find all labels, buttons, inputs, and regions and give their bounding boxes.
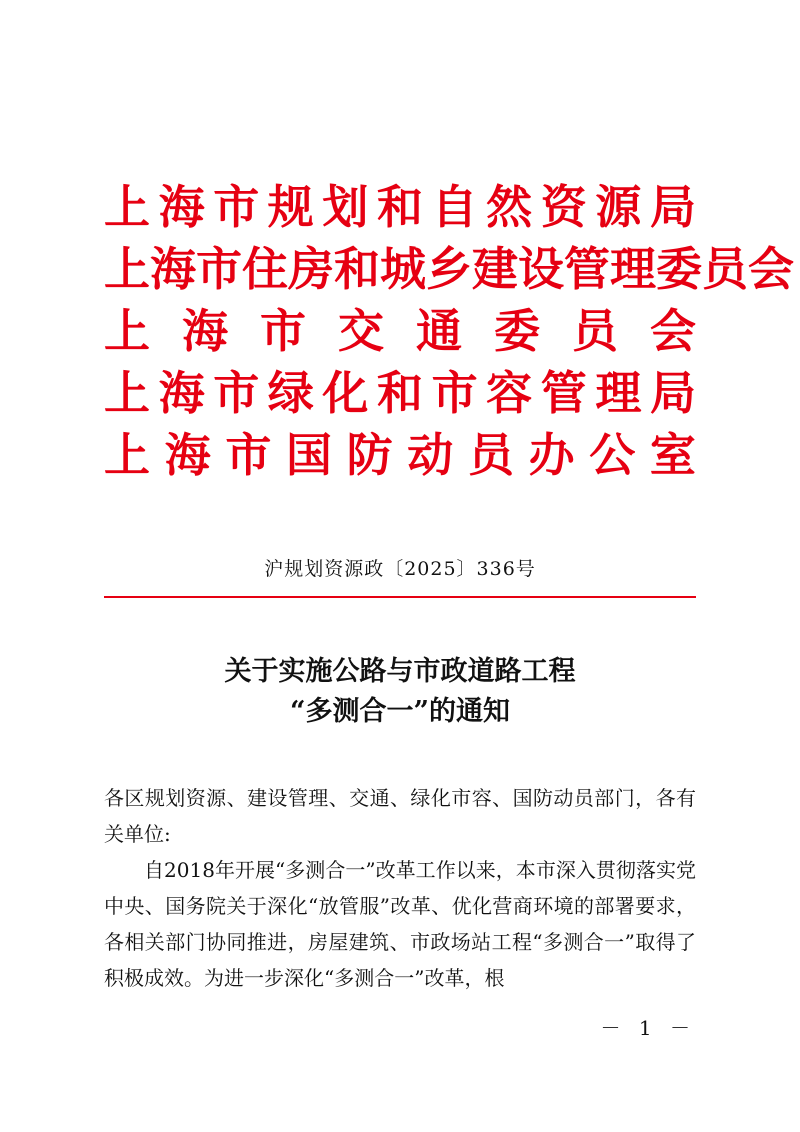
issuer-char: 然 xyxy=(486,180,533,234)
issuer-char: 建 xyxy=(472,242,518,296)
issuer-char: 上 xyxy=(104,366,150,420)
issuer-char: 会 xyxy=(650,304,696,358)
issuer-char: 局 xyxy=(649,366,696,420)
issuer-line-4 xyxy=(104,364,696,422)
document-number: 沪规划资源政〔2025〕336号 xyxy=(264,558,536,580)
issuer-char: 房 xyxy=(288,242,334,296)
issuer-char: 市 xyxy=(213,366,260,420)
issuer-char: 公 xyxy=(589,428,636,482)
issuer-line-5 xyxy=(104,426,696,484)
issuer-line-1 xyxy=(104,178,696,236)
issuer-char: 上 xyxy=(104,180,150,234)
issuer-char: 规 xyxy=(267,180,314,234)
issuer-char: 委 xyxy=(656,242,702,296)
issuer-char: 容 xyxy=(486,366,533,420)
issuer-char: 局 xyxy=(649,180,696,234)
issuer-char: 海 xyxy=(164,428,211,482)
document-title xyxy=(0,652,800,732)
issuer-char: 交 xyxy=(338,304,384,358)
title-line-1: 关于实施公路与市政道路工程 xyxy=(224,656,576,687)
issuer-char: 绿 xyxy=(267,366,314,420)
issuer-char: 资 xyxy=(540,180,587,234)
issuer-line-3 xyxy=(104,302,696,360)
issuer-char: 自 xyxy=(431,180,478,234)
issuer-char: 理 xyxy=(595,366,642,420)
issuer-char: 员 xyxy=(467,428,514,482)
issuing-authorities xyxy=(104,178,794,488)
issuer-char: 室 xyxy=(649,428,696,482)
red-divider xyxy=(104,596,696,598)
page-number: － 1 － xyxy=(600,1016,696,1040)
issuer-char: 和 xyxy=(334,242,380,296)
issuer-char: 划 xyxy=(322,180,369,234)
issuer-char: 市 xyxy=(431,366,478,420)
issuer-char: 管 xyxy=(540,366,587,420)
issuer-char: 海 xyxy=(158,180,205,234)
issuer-char: 上 xyxy=(104,428,150,482)
salutation: 各区规划资源、建设管理、交通、绿化市容、国防动员部门，各有关单位: xyxy=(104,786,696,846)
issuer-char: 乡 xyxy=(426,242,472,296)
issuer-char: 员 xyxy=(572,304,618,358)
issuer-char: 海 xyxy=(158,366,205,420)
issuer-char: 会 xyxy=(748,242,794,296)
issuer-char: 住 xyxy=(242,242,288,296)
issuer-char: 设 xyxy=(518,242,564,296)
issuer-char: 化 xyxy=(322,366,369,420)
issuer-char: 上 xyxy=(104,242,150,296)
issuer-char: 城 xyxy=(380,242,426,296)
issuer-char: 通 xyxy=(416,304,462,358)
issuer-char: 市 xyxy=(260,304,306,358)
issuer-char: 市 xyxy=(225,428,272,482)
issuer-char: 理 xyxy=(610,242,656,296)
issuer-char: 海 xyxy=(150,242,196,296)
issuer-char: 和 xyxy=(376,180,423,234)
issuer-char: 委 xyxy=(494,304,540,358)
issuer-line-2 xyxy=(104,240,794,298)
issuer-char: 和 xyxy=(376,366,423,420)
issuer-char: 市 xyxy=(213,180,260,234)
issuer-char: 国 xyxy=(285,428,332,482)
issuer-char: 管 xyxy=(564,242,610,296)
issuer-char: 动 xyxy=(407,428,454,482)
document-body xyxy=(104,780,696,996)
issuer-char: 市 xyxy=(196,242,242,296)
issuer-char: 防 xyxy=(346,428,393,482)
issuer-char: 海 xyxy=(182,304,228,358)
paragraph-1: 自2018年开展“多测合一”改革工作以来，本市深入贯彻落实党中央、国务院关于深化“放管服”改革、优化营商环境的部署要求，各相关部门协同推进，房屋建筑、市政场站工程“多测合一”取得了积极成效。为进一步深化“多测合一”改革，根 xyxy=(104,858,696,990)
issuer-char: 源 xyxy=(595,180,642,234)
issuer-char: 上 xyxy=(104,304,150,358)
title-line-2: “多测合一”的通知 xyxy=(289,696,511,727)
issuer-char: 办 xyxy=(528,428,575,482)
issuer-char: 员 xyxy=(702,242,748,296)
